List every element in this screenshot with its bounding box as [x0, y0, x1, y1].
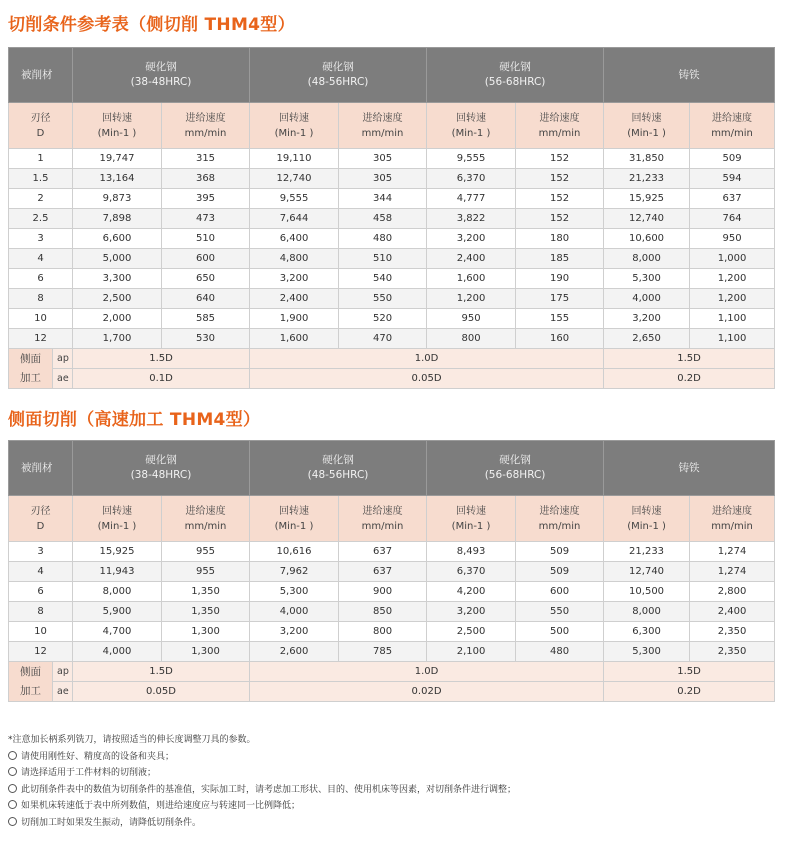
ae-value: 0.1D [73, 369, 250, 389]
material-hardened-48-56: 硬化钢 (48-56HRC) [250, 48, 427, 103]
ae-value: 0.05D [250, 369, 604, 389]
ae-value: 0.02D [250, 682, 604, 702]
note-item: 请使用刚性好、精度高的设备和夹具； [8, 749, 778, 766]
speed-header: 回转速 (Min-1 ) [250, 103, 339, 149]
material-hardened-38-48: 硬化钢 (38-48HRC) [73, 48, 250, 103]
table-row: 10 4,700 1,300 3,200 800 2,500 500 6,300 2,350 [9, 622, 775, 642]
material-cast-iron: 铸铁 [604, 48, 775, 103]
ap-label: ap [53, 349, 73, 369]
table2-title: 侧面切削（高速加工 THM4型） [8, 410, 261, 430]
table-row: 4 5,000 600 4,800 510 2,400 185 8,000 1,000 [9, 249, 775, 269]
speed-header: 回转速 (Min-1 ) [250, 496, 339, 542]
speed-header: 回转速 (Min-1 ) [604, 103, 690, 149]
material-hardened-56-68: 硬化钢 (56-68HRC) [427, 48, 604, 103]
feed-header: 进给速度 mm/min [516, 103, 604, 149]
material-hardened-38-48: 硬化钢 (38-48HRC) [73, 441, 250, 496]
side-machining-label: 侧面 加工 [9, 349, 53, 389]
material-hardened-56-68: 硬化钢 (56-68HRC) [427, 441, 604, 496]
ap-row [9, 662, 775, 682]
table-row: 2 9,873 395 9,555 344 4,777 152 15,925 637 [9, 189, 775, 209]
circle-bullet-icon [8, 800, 17, 809]
speed-header: 回转速 (Min-1 ) [427, 103, 516, 149]
table-row: 2.5 7,898 473 7,644 458 3,822 152 12,740 764 [9, 209, 775, 229]
table-row: 6 3,300 650 3,200 540 1,600 190 5,300 1,200 [9, 269, 775, 289]
table1-title: 切削条件参考表（侧切削 THM4型） [8, 15, 295, 35]
table-row: 12 1,700 530 1,600 470 800 160 2,650 1,100 [9, 329, 775, 349]
ae-value: 0.05D [73, 682, 250, 702]
ap-value: 1.0D [250, 349, 604, 369]
table-row: 1 19,747 315 19,110 305 9,555 152 31,850 509 [9, 149, 775, 169]
ae-row [9, 369, 775, 389]
circle-bullet-icon [8, 751, 17, 760]
cutting-conditions-table-1 [8, 47, 775, 389]
material-header: 被削材 [9, 48, 73, 103]
note-item: 如果机床转速低于表中所列数值，则进给速度应与转速同一比例降低； [8, 798, 778, 815]
circle-bullet-icon [8, 817, 17, 826]
material-hardened-48-56: 硬化钢 (48-56HRC) [250, 441, 427, 496]
table-row: 12 4,000 1,300 2,600 785 2,100 480 5,300 2,350 [9, 642, 775, 662]
table-row: 3 15,925 955 10,616 637 8,493 509 21,233 1,274 [9, 542, 775, 562]
table-row: 10 2,000 585 1,900 520 950 155 3,200 1,100 [9, 309, 775, 329]
feed-header: 进给速度 mm/min [339, 103, 427, 149]
material-cast-iron: 铸铁 [604, 441, 775, 496]
speed-header: 回转速 (Min-1 ) [427, 496, 516, 542]
table-row: 8 5,900 1,350 4,000 850 3,200 550 8,000 2,400 [9, 602, 775, 622]
notes-section [8, 732, 778, 831]
circle-bullet-icon [8, 767, 17, 776]
cutting-conditions-table-2 [8, 440, 775, 702]
note-asterisk: *注意加长柄系列铣刀，请按照适当的伸长度调整刀具的参数。 [8, 735, 256, 745]
ae-row [9, 682, 775, 702]
table-row: 4 11,943 955 7,962 637 6,370 509 12,740 1,274 [9, 562, 775, 582]
speed-header: 回转速 (Min-1 ) [73, 103, 162, 149]
ap-value: 1.5D [604, 349, 775, 369]
table-row: 8 2,500 640 2,400 550 1,200 175 4,000 1,200 [9, 289, 775, 309]
table-row: 3 6,600 510 6,400 480 3,200 180 10,600 950 [9, 229, 775, 249]
feed-header: 进给速度 mm/min [162, 103, 250, 149]
ae-label: ae [53, 369, 73, 389]
material-header: 被削材 [9, 441, 73, 496]
note-item: 此切削条件表中的数值为切削条件的基准值，实际加工时，请考虑加工形状、目的、使用机床等因素，对切削条件进行调整； [8, 782, 778, 799]
ae-value: 0.2D [604, 369, 775, 389]
diameter-header: 刃径 D [9, 103, 73, 149]
note-item: 请选择适用于工件材料的切削液； [8, 765, 778, 782]
ap-label: ap [53, 662, 73, 682]
ap-row [9, 349, 775, 369]
feed-header: 进给速度 mm/min [162, 496, 250, 542]
diameter-header: 刃径 D [9, 496, 73, 542]
ap-value: 1.0D [250, 662, 604, 682]
note-item: 切削加工时如果发生振动，请降低切削条件。 [8, 815, 778, 832]
speed-header: 回转速 (Min-1 ) [604, 496, 690, 542]
ap-value: 1.5D [73, 349, 250, 369]
table-row: 1.5 13,164 368 12,740 305 6,370 152 21,233 594 [9, 169, 775, 189]
feed-header: 进给速度 mm/min [516, 496, 604, 542]
feed-header: 进给速度 mm/min [339, 496, 427, 542]
feed-header: 进给速度 mm/min [690, 496, 775, 542]
table-row: 6 8,000 1,350 5,300 900 4,200 600 10,500 2,800 [9, 582, 775, 602]
feed-header: 进给速度 mm/min [690, 103, 775, 149]
ae-value: 0.2D [604, 682, 775, 702]
speed-header: 回转速 (Min-1 ) [73, 496, 162, 542]
ae-label: ae [53, 682, 73, 702]
circle-bullet-icon [8, 784, 17, 793]
ap-value: 1.5D [604, 662, 775, 682]
ap-value: 1.5D [73, 662, 250, 682]
side-machining-label: 侧面 加工 [9, 662, 53, 702]
